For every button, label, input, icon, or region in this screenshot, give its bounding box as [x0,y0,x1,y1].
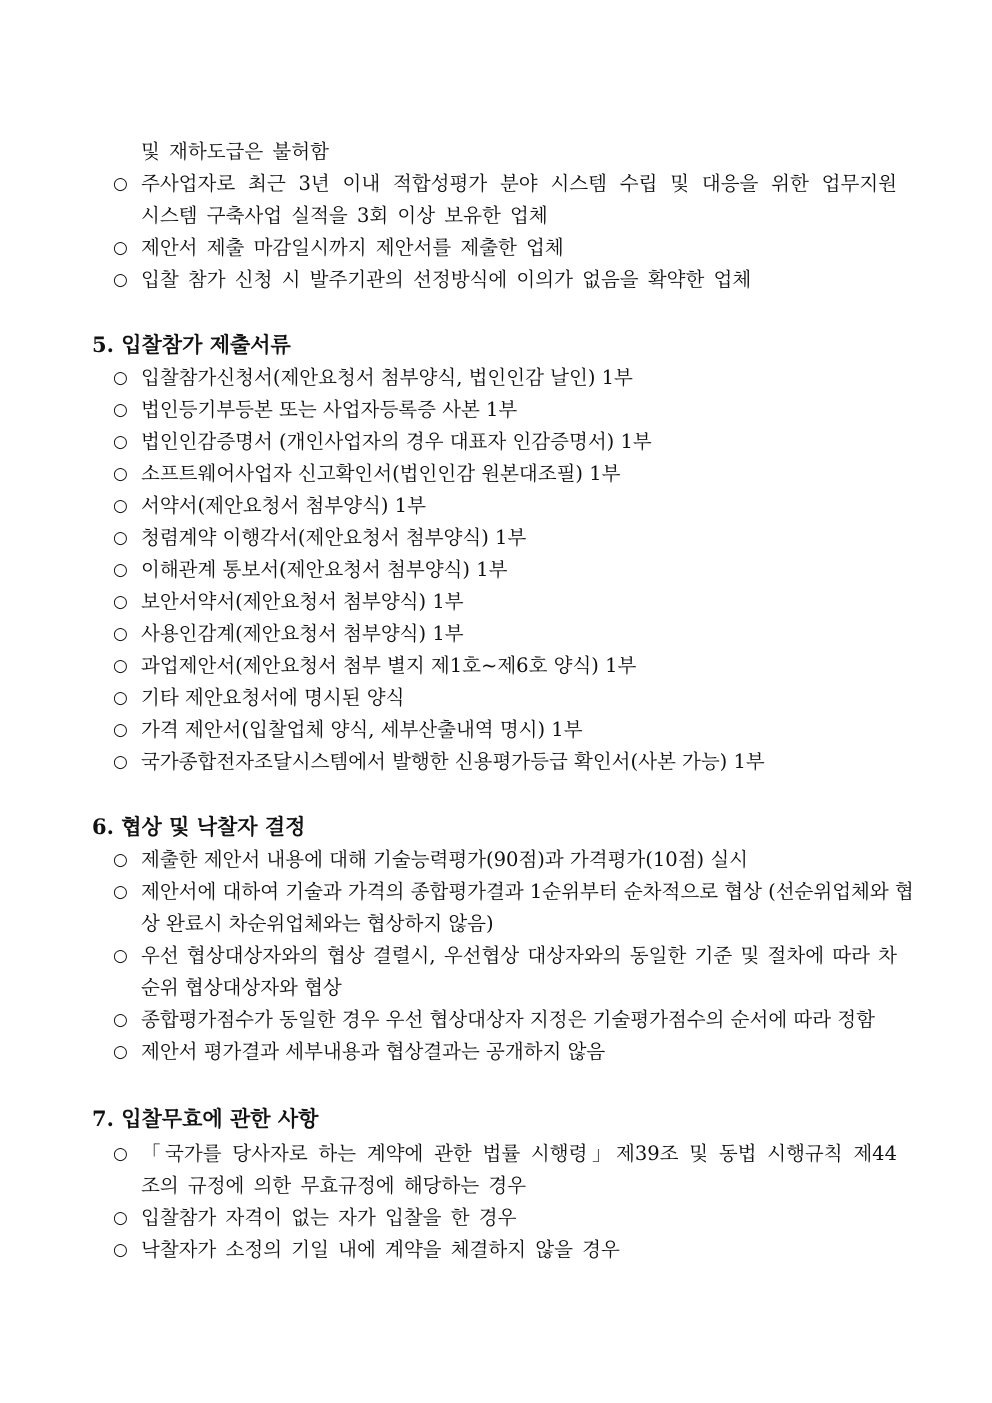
list-item-text: 법인인감증명서 (개인사업자의 경우 대표자 인감증명서) 1부 [141,430,652,453]
paragraph-text: 및 재하도급은 불허함 [141,140,329,163]
list-item-text: 상 완료시 차순위업체와는 협상하지 않음) [141,912,494,935]
continuation-line [0,136,992,168]
list-item-text: 사용인감계(제안요청서 첨부양식) 1부 [141,622,464,645]
list-item [0,746,992,778]
bullet-circle-icon: ○ [113,656,128,676]
bullet-circle-icon: ○ [113,752,128,772]
bullet-circle-icon: ○ [113,946,128,966]
bullet-circle-icon: ○ [113,528,128,548]
bullet-circle-icon: ○ [113,368,128,388]
bullet-circle-icon: ○ [113,238,128,258]
list-item-text: 국가종합전자조달시스템에서 발행한 신용평가등급 확인서(사본 가능) 1부 [141,750,765,773]
section-heading: 7. 입찰무효에 관한 사항 [92,1106,319,1131]
list-item-text: 「국가를 당사자로 하는 계약에 관한 법률 시행령」제39조 및 동법 시행규칙 제44 [141,1142,897,1165]
list-item-text: 서약서(제안요청서 첨부양식) 1부 [141,494,426,517]
list-item-text: 과업제안서(제안요청서 첨부 별지 제1호~제6호 양식) 1부 [141,654,637,677]
list-item-continuation [0,908,992,940]
list-item [0,940,992,972]
bullet-circle-icon: ○ [113,270,128,290]
list-item-text: 입찰 참가 신청 시 발주기관의 선정방식에 이의가 없음을 확약한 업체 [141,268,752,291]
list-item [0,490,992,522]
bullet-circle-icon: ○ [113,1042,128,1062]
list-item-text: 제안서 평가결과 세부내용과 협상결과는 공개하지 않음 [141,1040,606,1063]
list-item-text: 제안서에 대하여 기술과 가격의 종합평가결과 1순위부터 순차적으로 협상 (선순위업체와 협 [141,880,914,903]
list-item [0,426,992,458]
bullet-circle-icon: ○ [113,1240,128,1260]
list-item-text: 소프트웨어사업자 신고확인서(법인인감 원본대조필) 1부 [141,462,621,485]
bullet-circle-icon: ○ [113,1144,128,1164]
list-item-text: 조의 규정에 의한 무효규정에 해당하는 경우 [141,1174,527,1197]
list-item-continuation [0,972,992,1004]
bullet-circle-icon: ○ [113,882,128,902]
list-item-text: 종합평가점수가 동일한 경우 우선 협상대상자 지정은 기술평가점수의 순서에 따라 정함 [141,1008,875,1031]
list-item-text: 입찰참가신청서(제안요청서 첨부양식, 법인인감 날인) 1부 [141,366,633,389]
list-item [0,458,992,490]
list-item-continuation [0,1170,992,1202]
section-heading: 6. 협상 및 낙찰자 결정 [92,814,306,839]
list-item [0,586,992,618]
list-item-text: 법인등기부등본 또는 사업자등록증 사본 1부 [141,398,518,421]
bullet-circle-icon: ○ [113,1010,128,1030]
list-item [0,1036,992,1068]
list-item-text: 시스템 구축사업 실적을 3회 이상 보유한 업체 [141,204,548,227]
list-item [0,522,992,554]
list-item-text: 이해관계 통보서(제안요청서 첨부양식) 1부 [141,558,508,581]
list-item [0,618,992,650]
bullet-circle-icon: ○ [113,850,128,870]
bullet-circle-icon: ○ [113,174,128,194]
list-item-text: 기타 제안요청서에 명시된 양식 [141,686,405,709]
bullet-circle-icon: ○ [113,432,128,452]
bullet-circle-icon: ○ [113,400,128,420]
list-item-text: 순위 협상대상자와 협상 [141,976,342,999]
list-item [0,844,992,876]
bullet-circle-icon: ○ [113,624,128,644]
bullet-circle-icon: ○ [113,464,128,484]
list-item [0,1004,992,1036]
bullet-circle-icon: ○ [113,496,128,516]
list-item [0,1138,992,1170]
list-item-text: 제출한 제안서 내용에 대해 기술능력평가(90점)과 가격평가(10점) 실시 [141,848,749,871]
list-item-text: 입찰참가 자격이 없는 자가 입찰을 한 경우 [141,1206,517,1229]
list-item-text: 낙찰자가 소정의 기일 내에 계약을 체결하지 않을 경우 [141,1238,620,1261]
bullet-circle-icon: ○ [113,1208,128,1228]
bullet-circle-icon: ○ [113,688,128,708]
bullet-circle-icon: ○ [113,592,128,612]
list-item [0,264,992,296]
list-item [0,168,992,200]
list-item-text: 가격 제안서(입찰업체 양식, 세부산출내역 명시) 1부 [141,718,583,741]
list-item-text: 제안서 제출 마감일시까지 제안서를 제출한 업체 [141,236,564,259]
list-item [0,714,992,746]
list-item-text: 우선 협상대상자와의 협상 결렬시, 우선협상 대상자와의 동일한 기준 및 절차에 따라 차 [141,944,897,967]
list-item [0,876,992,908]
list-item [0,554,992,586]
list-item [0,682,992,714]
section-heading: 5. 입찰참가 제출서류 [92,332,291,357]
list-item [0,1202,992,1234]
bullet-circle-icon: ○ [113,720,128,740]
list-item [0,650,992,682]
list-item [0,1234,992,1266]
list-item [0,362,992,394]
bullet-circle-icon: ○ [113,560,128,580]
list-item-text: 보안서약서(제안요청서 첨부양식) 1부 [141,590,464,613]
list-item-continuation [0,200,992,232]
list-item [0,394,992,426]
list-item-text: 청렴계약 이행각서(제안요청서 첨부양식) 1부 [141,526,527,549]
list-item [0,232,992,264]
list-item-text: 주사업자로 최근 3년 이내 적합성평가 분야 시스템 수립 및 대응을 위한 업무지원 [141,172,897,195]
